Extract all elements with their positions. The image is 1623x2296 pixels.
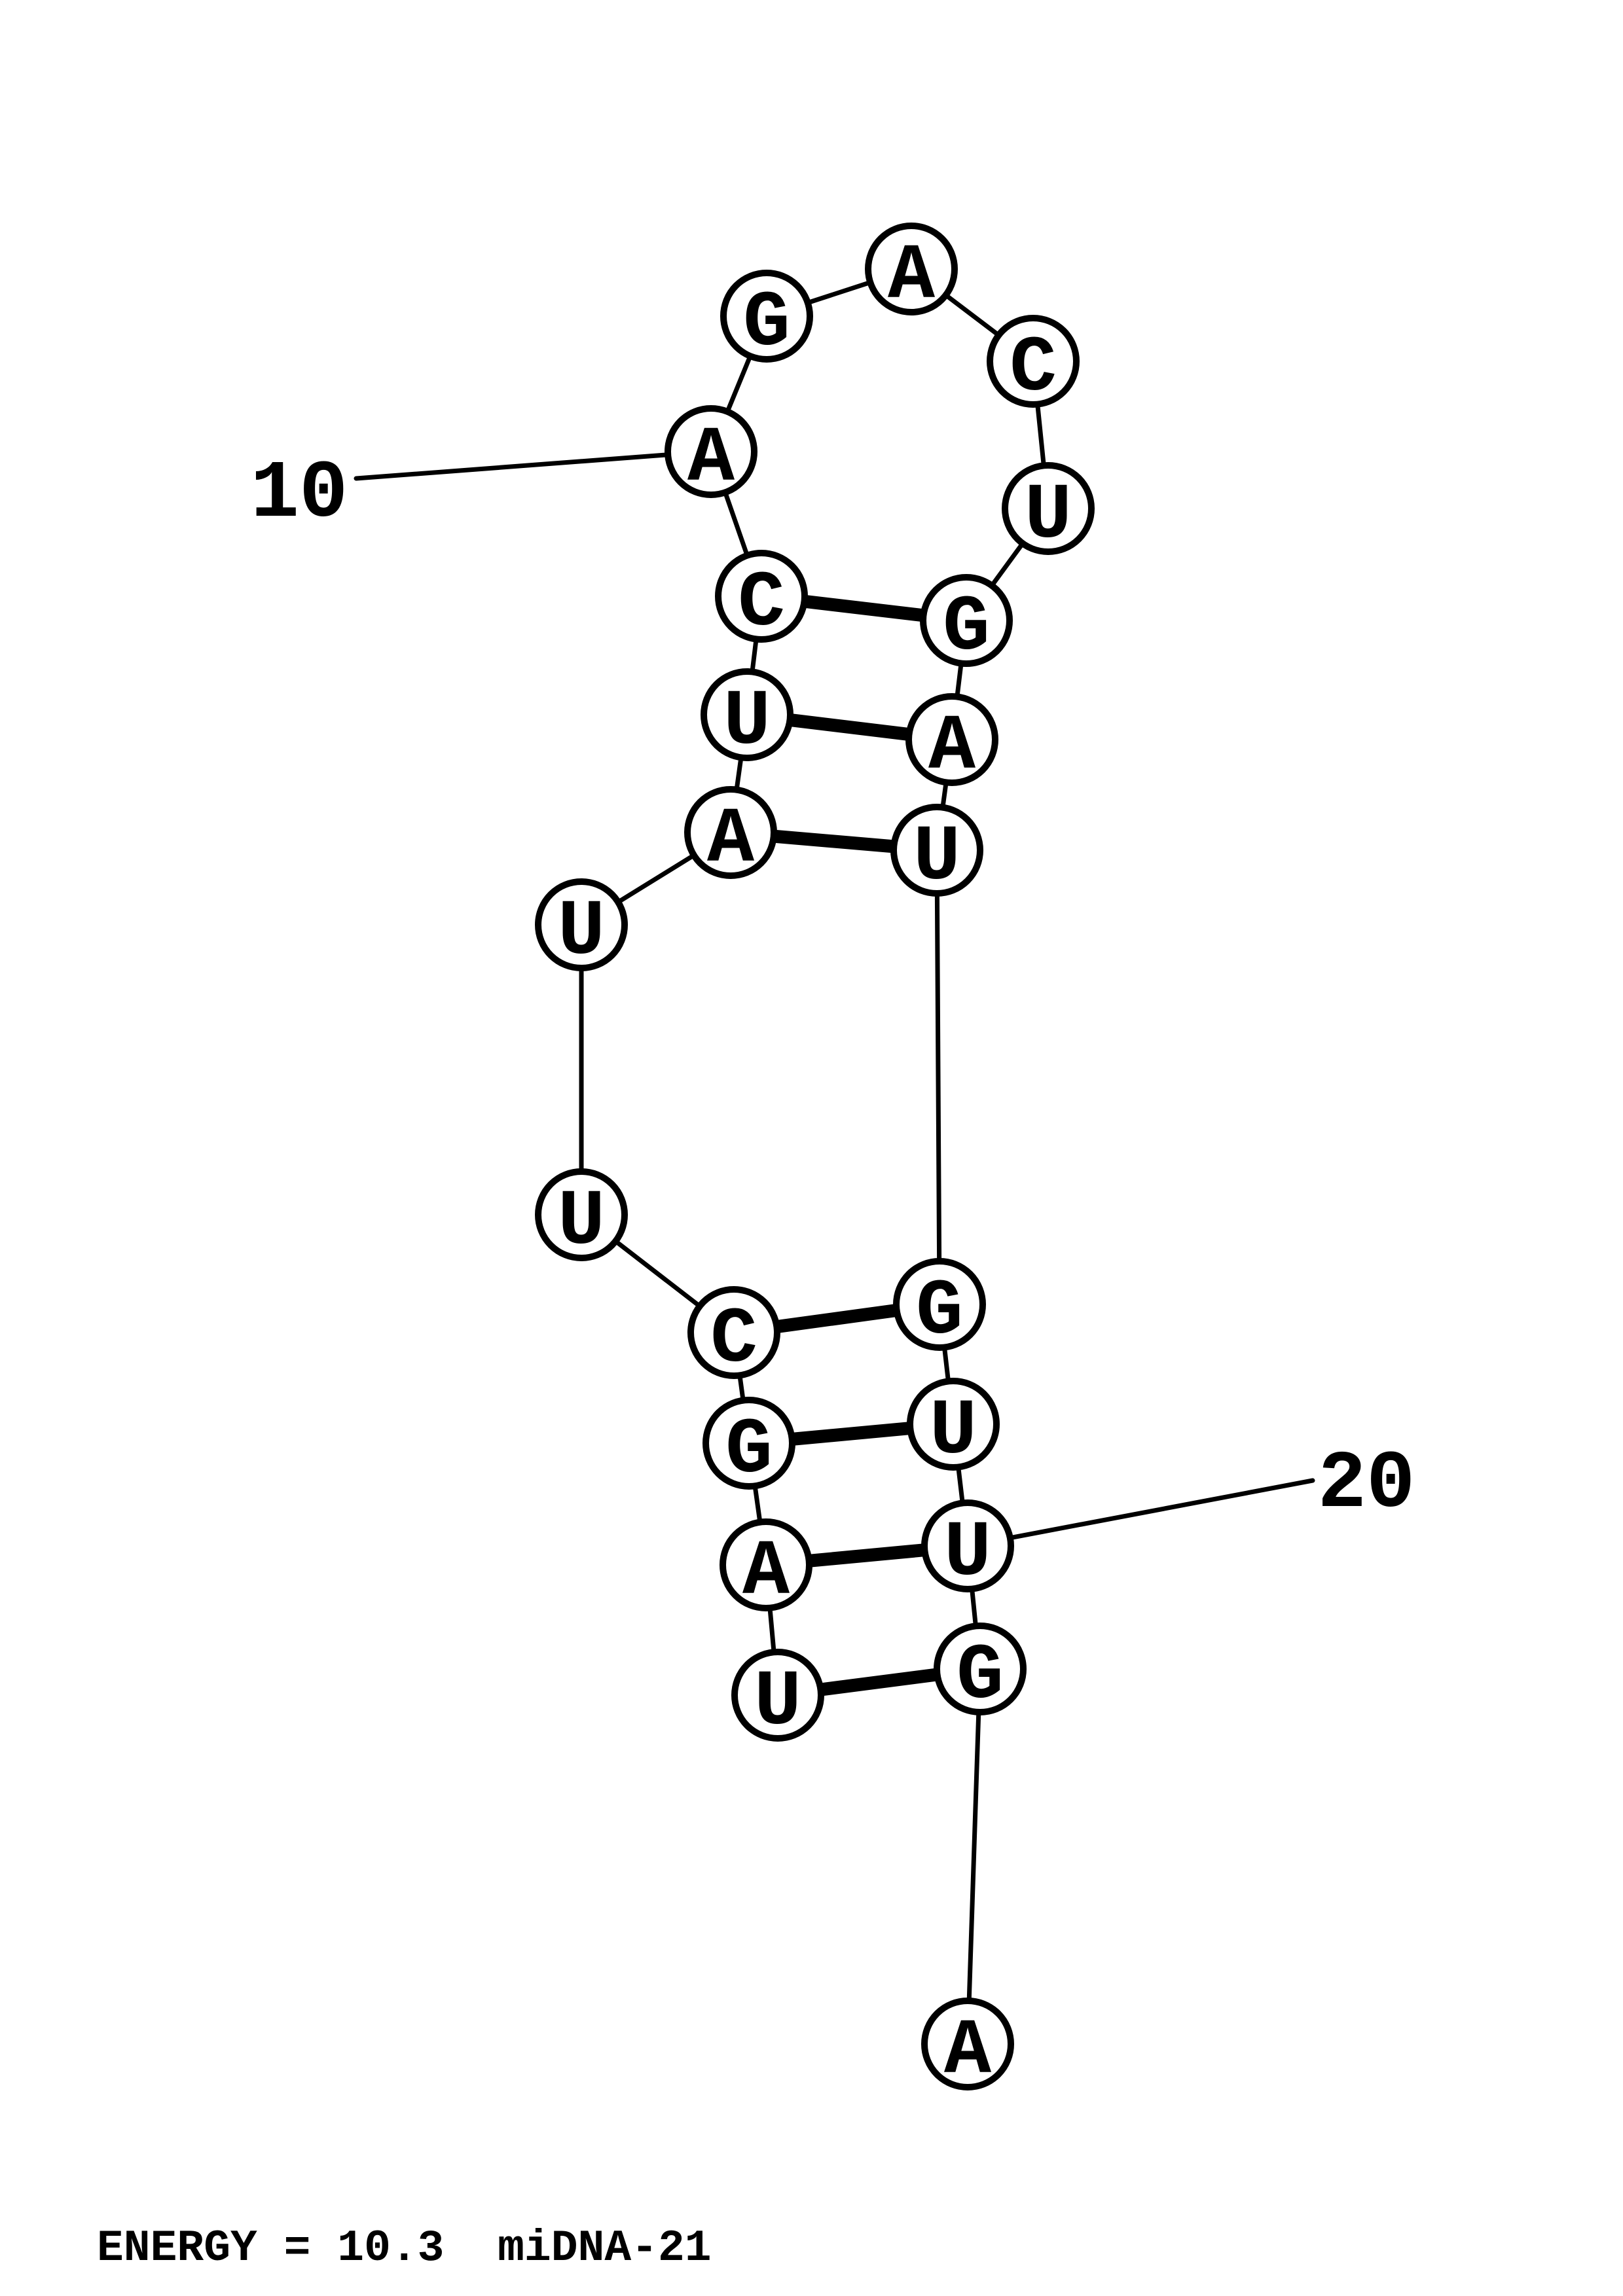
base-letter: U bbox=[943, 1509, 992, 1599]
base-letter: A bbox=[928, 703, 976, 793]
base-letter: G bbox=[915, 1268, 964, 1357]
base-letter: C bbox=[1009, 325, 1057, 414]
sequence-position-label: 10 bbox=[250, 449, 348, 541]
base-letter: U bbox=[913, 814, 961, 903]
label-leader-line bbox=[356, 455, 666, 478]
base-letter: U bbox=[557, 888, 606, 978]
energy-footer-text: ENERGY = 10.3 miDNA-21 bbox=[97, 2223, 712, 2274]
base-letter: G bbox=[742, 279, 791, 369]
label-leader-line bbox=[968, 1480, 1313, 1546]
backbone-link bbox=[968, 1669, 980, 2044]
base-letter: A bbox=[687, 415, 735, 505]
sequence-position-label: 20 bbox=[1317, 1439, 1415, 1531]
base-letter: A bbox=[943, 2007, 992, 2097]
base-letter: U bbox=[1024, 472, 1072, 562]
base-letter: U bbox=[929, 1388, 977, 1477]
base-letter: G bbox=[956, 1632, 1004, 1722]
base-letter: C bbox=[710, 1296, 758, 1386]
base-letter: A bbox=[706, 796, 755, 886]
base-letter: A bbox=[742, 1528, 790, 1618]
base-letter: G bbox=[725, 1407, 773, 1496]
base-letter: U bbox=[723, 678, 771, 768]
base-letter: C bbox=[737, 560, 786, 649]
base-letter: U bbox=[754, 1659, 802, 1748]
base-letter: G bbox=[942, 584, 991, 673]
base-letter: U bbox=[557, 1178, 606, 1268]
base-letter: A bbox=[887, 232, 936, 322]
backbone-link bbox=[937, 850, 939, 1304]
